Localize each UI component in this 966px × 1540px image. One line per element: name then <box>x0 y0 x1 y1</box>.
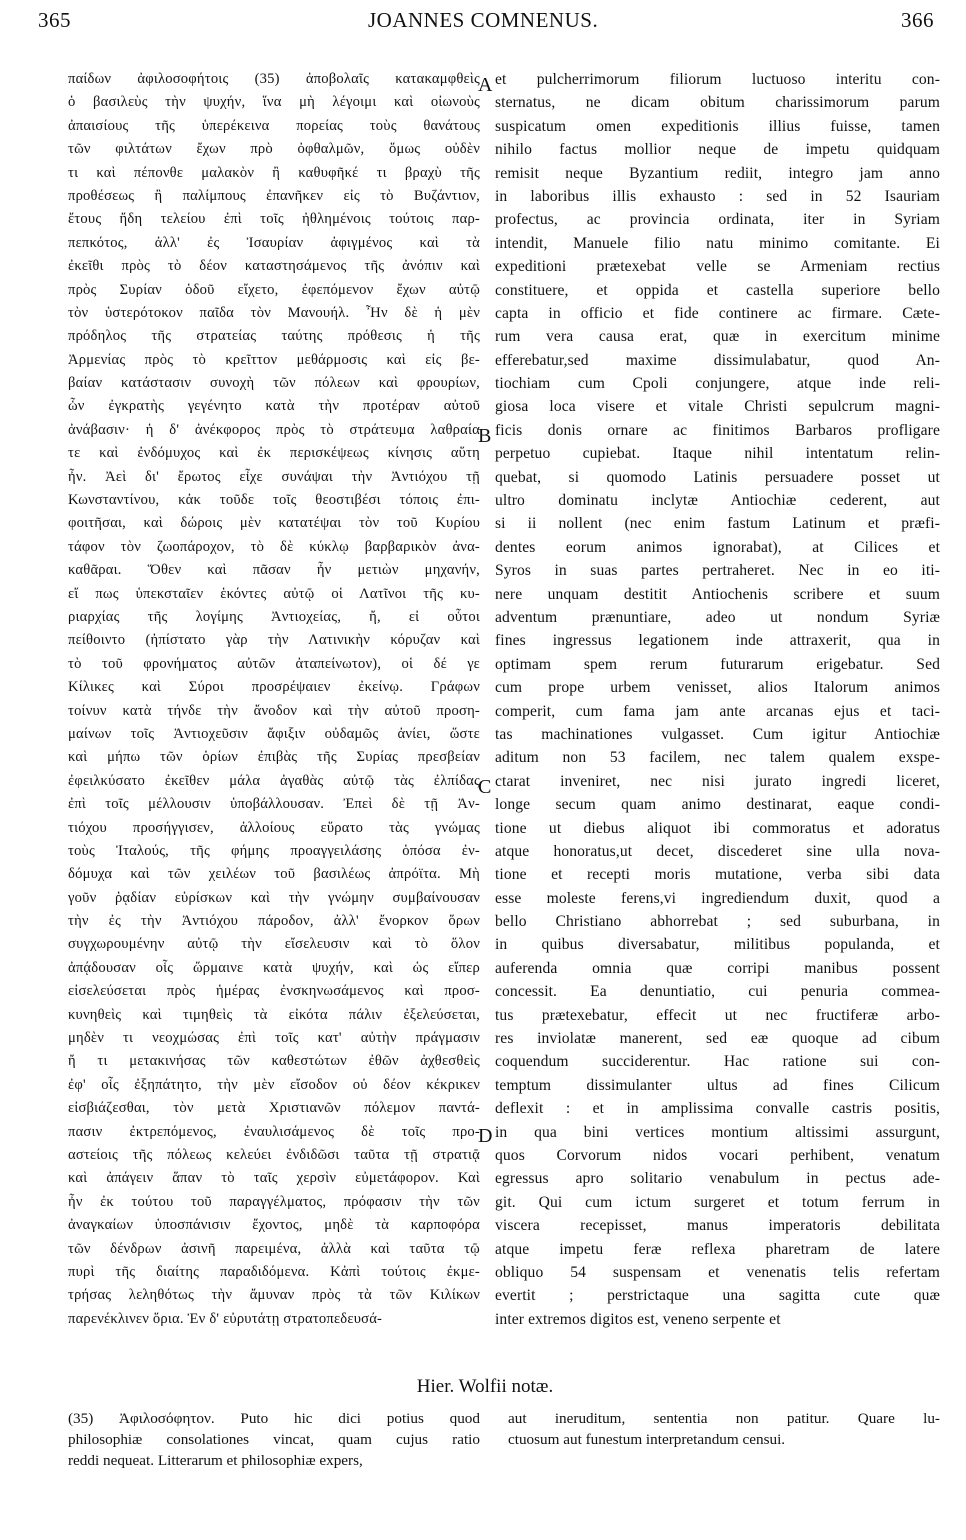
greek-text-line: πυρὶ τῆς διαίτης παραδιδόμενα. Κἀπὶ τούτοις ἐκμε- <box>68 1263 480 1280</box>
greek-text-line: μαίνων τοῖς Ἀντιοχεῦσιν ἄφιξιν οὐδαμῶς ἀνίει, ὥστε <box>68 725 480 742</box>
greek-text-line: πείθοιντο (ἠπίστατο γὰρ τὴν Λατινικὴν κόρυζαν καὶ <box>68 632 480 649</box>
greek-text-line: ἐπὶ τοῖς μέλλουσιν ὑποβάλλουσαν. Ἐπεὶ δὲ τῇ Ἀν- <box>68 796 480 813</box>
greek-text-line: ὁ βασιλεὺς τὴν ψυχήν, ἵνα μὴ λέγοιμι καὶ οἰωνοὺς <box>68 94 480 111</box>
page-number-right: 366 <box>901 8 934 32</box>
latin-text-line: atque impetu feræ reflexa pharetram de latere <box>495 1240 940 1258</box>
section-marker-c: C <box>478 776 492 798</box>
latin-text-line: comperit, cum fama jam ante arcanas ejus et taci- <box>495 702 940 720</box>
page-header <box>38 8 942 42</box>
greek-text-line: ὧν ἐγκρατὴς γεγένητο κατὰ τὴν προτέραν αὐτοῦ <box>68 398 480 415</box>
greek-text-line: τὸ τοῦ φρονήματος αὐτῶν ἀταπείνωτον), οἱ δέ γε <box>68 655 480 672</box>
latin-text-line: viscera recepisset, manus imperatoris debilitata <box>495 1217 940 1235</box>
latin-text-line: fines ingressus legationem inde attraxerit, qua in <box>495 632 940 650</box>
greek-text-line: πρόδηλος τῆς στρατείας ταύτης πρόθεσις ἡ τῆς <box>68 328 480 345</box>
greek-text-line: τάφον τὸν ζωοπάροχον, τὸ δὲ κύκλῳ βαρβαρικὸν ἀνα- <box>68 538 480 555</box>
latin-text-column <box>495 68 940 1331</box>
latin-text-line: ctarat inveniret, nec nisi jurato ingredi liceret, <box>495 772 940 790</box>
latin-text-line: adventum prænuntiare, adeo ut nondum Syriæ <box>495 608 940 626</box>
latin-text-line: quebat, si quomodo Latinis persuadere posset ut <box>495 468 940 486</box>
latin-text-line: tione et recepti moris mutatione, verba sibi data <box>495 866 940 884</box>
latin-text-line: rum vera causa erat, quæ in exercitum minime <box>495 328 940 346</box>
section-marker-a: A <box>478 74 493 96</box>
latin-text-line: in qua bini vertices montium altissimi assurgunt, <box>495 1123 940 1141</box>
latin-text-line: sternatus, ne dicam obitum charissimorum parum <box>495 94 940 112</box>
latin-text-line: obliquo 54 suspensam et venenatis telis refertam <box>495 1263 940 1281</box>
latin-text-line: deflexit : et in amplissima convalle castris positis, <box>495 1100 940 1118</box>
greek-text-line: τρήσας λεληθότως τὴν ἄμυναν πρὸς τὰ τῶν Κιλίκων <box>68 1287 480 1304</box>
greek-text-line: πασιν ἐκτρεπόμενος, ἐναυλισάμενος δὲ τοῖς προ- <box>68 1123 480 1140</box>
greek-text-line: ἔτους ἤδη τελείου ἐπὶ τοῖς ἠθλημένοις τούτοις παρ- <box>68 211 480 228</box>
greek-text-line: πρὸς Συρίαν ὁδοῦ εἴχετο, ἐφεπόμενον ἔχων αὐτῷ <box>68 281 480 298</box>
greek-text-line: φοιτῆσαι, καὶ δώροις μὲν κατατέψαι τὸν τοῦ Κυρίου <box>68 515 480 532</box>
latin-text-line: longe secum quam animo destinarat, eaque condi- <box>495 796 940 814</box>
note-line: ctuosum aut funestum interpretandum censui. <box>508 1431 786 1448</box>
greek-text-line: εἰσβιάζεσθαι, τὸν μετὰ Χριστιανῶν πόλεμον παντά- <box>68 1100 480 1117</box>
greek-text-line: ἀναγκαίων ὑποσπάνισιν ἔχοντος, μηδὲ τὰ καρποφόρα <box>68 1217 480 1234</box>
greek-text-line: συγχωρουμένην αὐτῷ τὴν εἴσελευσιν καὶ τὸ ὅλον <box>68 936 480 953</box>
latin-text-line: nihilo factus mollior neque de impetu quidquam <box>495 141 940 159</box>
latin-text-line: si ii nollent (nec enim fastum Latinum et præfi- <box>495 515 940 533</box>
latin-text-line: res inviolatæ manerent, sed eæ quoque ad cibum <box>495 1030 940 1048</box>
greek-text-line: τὴν ἐς τὴν Ἀντιόχου πάροδον, ἀλλ' ἔνορκον ὅρων <box>68 913 480 930</box>
greek-text-line: ἐφειλκύσατο ἐκεῖθεν μάλα ἀγαθὰς αὐτῷ τὰς ἐλπίδας <box>68 772 480 789</box>
notes-left-column <box>68 1408 480 1471</box>
latin-text-line: perpetuo cupiebat. Itaque nihil intentatum relin- <box>495 445 940 463</box>
greek-text-line: παρενέκλινεν ὅρια. Ἐν δ' εὐρυτάτῃ στρατοπεδευσά- <box>68 1310 383 1327</box>
latin-text-line: optimam spem rerum futurarum erigebatur. Sed <box>495 655 940 673</box>
latin-text-line: et pulcherrimorum filiorum luctuoso interitu con- <box>495 71 940 88</box>
section-marker-b: B <box>478 425 492 447</box>
greek-text-line: ἐφ' οἷς ἐξηπάτητο, τὴν μὲν εἴσοδον οὐ δέον κέκρικεν <box>68 1076 480 1093</box>
latin-text-line: ultro dominatu inclytæ Antiochiæ cederent, aut <box>495 492 940 510</box>
greek-text-line: δόμυχα καὶ τῶν χειλέων τοῦ βασιλέως ἀπρόϊτα. Μὴ <box>68 866 480 883</box>
latin-text-line: tione ut diebus aliquot ibi commoratus et adoratus <box>495 819 940 837</box>
greek-text-line: ἀνάβασιν· ἡ δ' ἀνέκφορος πρὸς τὸ στράτευμα λαθραία <box>68 421 480 438</box>
notes-heading-text: Hier. Wolfii notæ. <box>416 1376 554 1397</box>
latin-text-line: profectus, ac provincia ordinata, iter in Syriam <box>495 211 940 229</box>
latin-text-line: Syros in suas partes pertraheret. Nec in eo iti- <box>495 562 940 580</box>
latin-text-line: coquendum succiderentur. Hac ratione sui con- <box>495 1053 940 1071</box>
greek-text-line: καὶ ἀπάγειν ἅπαν τὸ ταῖς χερσὶν εὐμετάφορον. Καὶ <box>68 1170 480 1187</box>
note-line: aut ineruditum, sententia non patitur. Quare lu- <box>508 1410 940 1427</box>
latin-text-line: egressus apro solitario venabulum in pectus ade- <box>495 1170 940 1188</box>
latin-text-line: temptum dissimulanter ultus ad fines Cilicum <box>495 1076 940 1094</box>
latin-text-line: esse moleste ferens,vi ingrediendum duxit, quod a <box>495 889 940 907</box>
latin-text-line: constituere, et oppida et castella superiore bello <box>495 281 940 299</box>
greek-text-line: τοίνυν κατὰ τήνδε τὴν ἄνοδον καὶ τὴν αὐτοῦ προση- <box>68 702 480 719</box>
greek-text-line: ἦν. Ἀεὶ δι' ἔρωτος εἶχε συνάψαι τὴν Ἀντιόχου τῇ <box>68 468 480 485</box>
latin-text-line: dentes eorum animos ignorabat), at Cilices et <box>495 538 940 556</box>
greek-text-line: τῶν δένδρων ἀσινῆ παρειμένα, ἀλλὰ καὶ ταῦτα τῷ <box>68 1240 480 1257</box>
greek-text-line: γοῦν ῥᾳδίαν εὑρίσκων καὶ τὴν γνώμην συμβαίνουσαν <box>68 889 480 906</box>
greek-text-line: τι καὶ πέπονθε μαλακὸν ἢ καθυφῆκέ τι βραχὺ τῆς <box>68 164 480 181</box>
latin-text-line: auferenda omnia quæ corripi manibus possent <box>495 959 940 977</box>
latin-text-line: in laboribus illis exhausto : sed in 52 Isauriam <box>495 187 940 205</box>
greek-text-line: πεπκότος, ἀλλ' ἐς Ἰσαυρίαν ἀφιγμένος καὶ τὰ <box>68 234 480 251</box>
greek-text-line: τε καὶ ἐνδόμυχος καὶ ἐκ περισκέψεως κίνησις αὕτη <box>68 445 480 462</box>
greek-text-line: εἴ πως ὑπεκσταῖεν ἑκόντες αὐτῷ οἱ Λατῖνοι τῆς κυ- <box>68 585 480 602</box>
page-number-left: 365 <box>38 8 71 32</box>
latin-text-line: inter extremos digitos est, veneno serpente et <box>495 1310 781 1328</box>
greek-text-line: ἤ τι μετακινήσας τῶν καθεστώτων ἐθῶν ἀχθεσθεὶς <box>68 1053 480 1070</box>
latin-text-line: nere unquam destitit Antiochenis scribere et suum <box>495 585 940 603</box>
latin-text-line: giosa loca visere et vitale Christi sepulcrum magni- <box>495 398 940 416</box>
note-line: (35) Ἀφιλοσόφητον. Puto hic dici potius quod <box>68 1410 480 1427</box>
greek-text-line: τιόχου προσήγγισεν, ἀλλοίους εὕρατο τὰς γνώμας <box>68 819 480 836</box>
latin-text-line: tiochiam cum Cpoli conjungere, atque inde reli- <box>495 375 940 393</box>
note-line: reddi nequeat. Litterarum et philosophiæ expers, <box>68 1452 363 1469</box>
latin-text-line: aditum non 53 facilem, nec talem qualem exspe- <box>495 749 940 767</box>
latin-text-line: atque honoratus,ut decet, discederet sine ulla nova- <box>495 842 940 860</box>
greek-text-line: βαίαν κατάστασιν συνοχὴ τῶν πόλεων καὶ φρουρίων, <box>68 375 480 392</box>
notes-heading <box>0 1376 966 1398</box>
greek-text-column <box>68 68 480 1331</box>
latin-text-line: git. Qui cum ictum surgeret et totum ferrum in <box>495 1193 940 1211</box>
latin-text-line: concessit. Ea denuntiatio, cui penuria commea- <box>495 983 940 1001</box>
latin-text-line: expeditioni prætexebat velle se Armeniam rectius <box>495 258 940 276</box>
greek-text-line: παίδων ἀφιλοσοφήτοις (35) ἀποβολαῖς κατακαμφθεὶς <box>68 71 480 87</box>
greek-text-line: κυνηθεὶς καὶ τιμηθεὶς τὰ εἰκότα πάλιν ἐξελεύσεται, <box>68 1006 480 1023</box>
greek-text-line: ἐκεῖθι πρὸς τὸ δέον καταστησάμενος τῆς ἀνόπιν καὶ <box>68 258 480 275</box>
latin-text-line: efferebatur,sed maxime dissimulabatur, quod An- <box>495 351 940 369</box>
greek-text-line: ἦν ἐκ τούτου τοῦ παραγγέλματος, πρόφασιν τὴν τῶν <box>68 1193 480 1210</box>
greek-text-line: εἰσελεύσεται πρὸς ἡμέρας ἐνσκηνωσάμενος καὶ προσ- <box>68 983 480 1000</box>
latin-text-line: remisit neque Byzantium rediit, integro jam anno <box>495 164 940 182</box>
latin-text-line: ficis donis ornare ac finitimos Barbaros profligare <box>495 421 940 439</box>
latin-text-line: tas machinationes vulgasset. Cum igitur Antiochiæ <box>495 725 940 743</box>
note-line: philosophiæ consolationes vincat, quam cujus ratio <box>68 1431 480 1448</box>
latin-text-line: tus prætexebatur, effecit ut nec fructiferæ arbo- <box>495 1006 940 1024</box>
latin-text-line: evertit ; perstrictaque una sagitta cute quæ <box>495 1287 940 1305</box>
latin-text-line: quos Corvorum nidos vocari perhibent, venatum <box>495 1146 940 1164</box>
greek-text-line: ἀπαισίους τῆς ὑπερέκεινα πορείας τοὺς θανάτους <box>68 117 480 134</box>
latin-text-line: intendit, Manuele filio natu minimo comitante. Ei <box>495 234 940 252</box>
greek-text-line: Κωνσταντίνου, κἀκ τοῦδε τοῖς θεοστιβέσι τόποις ἐπι- <box>68 492 480 509</box>
greek-text-line: τὸν ὑστερότοκον παῖδα τὸν Μανουήλ. Ἦν δὲ ἡ μὲν <box>68 304 480 321</box>
greek-text-line: καὶ μήπω τῶν ὁρίων ἐπιβὰς τῆς Συρίας πρεσβείαν <box>68 749 480 766</box>
notes-right-column <box>508 1408 940 1450</box>
greek-text-line: Ἀρμενίας πρὸς τὸ κρεῖττον μεθάρμοσις καὶ εἰς βε- <box>68 351 480 368</box>
running-title: JOANNES COMNENUS. <box>368 8 599 32</box>
greek-text-line: τῶν φιλτάτων ἔχων πρὸ ὀφθαλμῶν, ὅμως οὐδὲν <box>68 141 480 158</box>
greek-text-line: ριαρχίας τῆς λογίμης Ἀντιοχείας, ἤ, εἰ οὗτοι <box>68 608 480 625</box>
greek-text-line: αστείοις τῆς πόλεως κελεύει ἐνδιδῶσι ταῦτα τῇ στρατιᾷ <box>68 1146 480 1163</box>
greek-text-line: τοὺς Ἰταλούς, τῆς φήμης προαγγειλάσης ὁπόσα ἐν- <box>68 842 480 859</box>
greek-text-line: ἀπᾴδουσαν οἷς ὥρμαινε κατὰ ψυχήν, καὶ ὡς εἴπερ <box>68 959 480 976</box>
latin-text-line: in quibus diversabatur, militibus populanda, et <box>495 936 940 954</box>
greek-text-line: προθέσεως ἢ παλίμπους ἐπανῆκεν εἰς τὸ Βυζάντιον, <box>68 187 480 204</box>
latin-text-line: cum prope urbem venisset, alios Italorum animos <box>495 679 940 697</box>
greek-text-line: Κίλικες καὶ Σύροι προσρέψαιεν ἐκείνῳ. Γράφων <box>68 679 480 696</box>
section-marker-d: D <box>478 1125 493 1147</box>
latin-text-line: capta in officio et fide continere ac firmare. Cæte- <box>495 304 940 322</box>
latin-text-line: suspicatum omen expeditionis illius fuisse, tamen <box>495 117 940 135</box>
greek-text-line: καθᾶραι. Ὅθεν καὶ πᾶσαν ἦν μετιὼν μηχανήν, <box>68 562 480 579</box>
latin-text-line: bello Christiano abhorrebat ; sed suburbana, in <box>495 913 940 931</box>
greek-text-line: μηδὲν τι νεοχμώσας ἐπὶ τοῖς κατ' αὐτὴν πράγμασιν <box>68 1030 480 1047</box>
